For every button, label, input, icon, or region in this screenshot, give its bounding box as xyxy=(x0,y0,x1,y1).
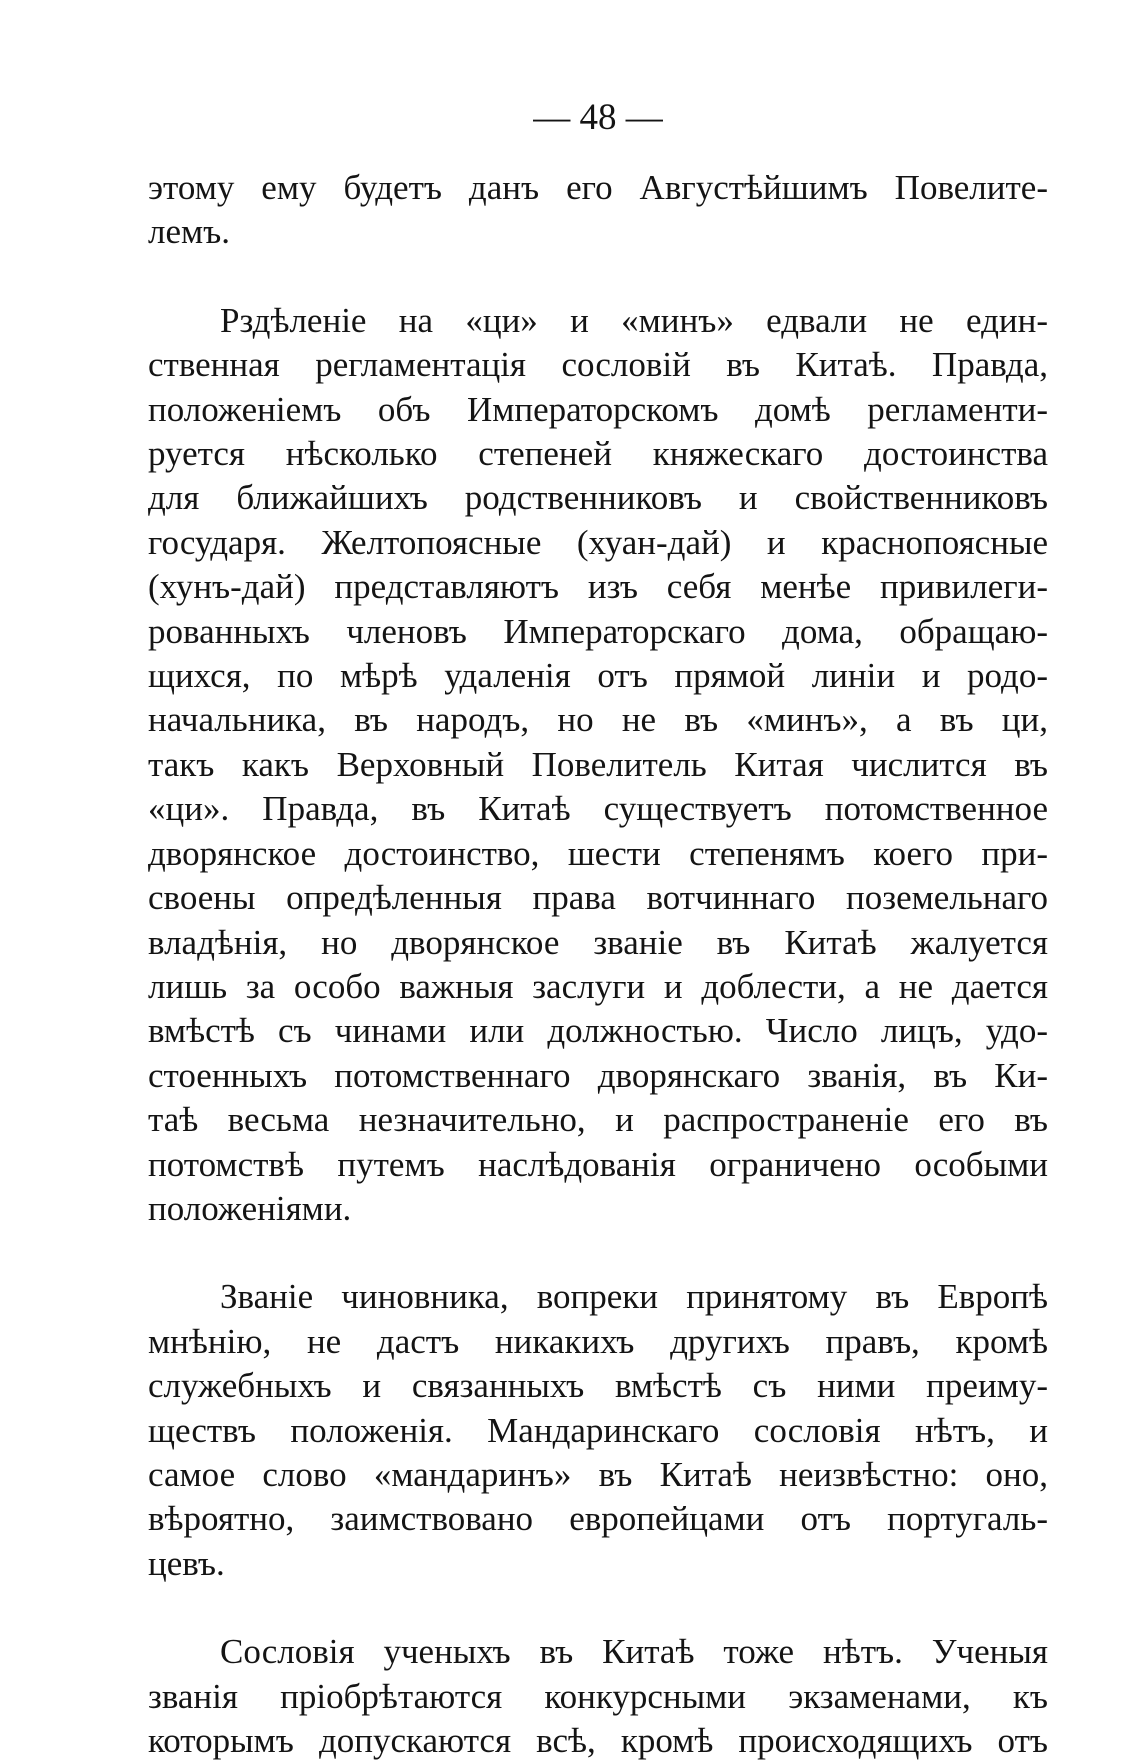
text-line: потомствѣ путемъ наслѣдованія ограничено особыми xyxy=(148,1144,1048,1184)
text-line: «ци». Правда, въ Китаѣ существуетъ потомственное xyxy=(148,789,1048,829)
text-line: руется нѣсколько степеней княжескаго достоинства xyxy=(148,434,1048,474)
text-line: вмѣстѣ съ чинами или должностью. Число лицъ, удо- xyxy=(148,1011,1048,1051)
paragraph-3 xyxy=(148,1275,1048,1586)
body-text xyxy=(148,166,1048,1763)
text-line: стоенныхъ потомственнаго дворянскаго званія, въ Ки- xyxy=(148,1055,1048,1095)
text-line: (хунъ-дай) представляютъ изъ себя менѣе привилеги- xyxy=(148,567,1048,607)
text-line: этому ему будетъ данъ его Августѣйшимъ Повелите- xyxy=(148,168,1048,207)
text-line: лемъ. xyxy=(148,212,230,252)
text-line: начальника, въ народъ, но не въ «минъ», а въ ци, xyxy=(148,700,1048,740)
text-line: мнѣнію, не дастъ никакихъ другихъ правъ, кромѣ xyxy=(148,1321,1048,1361)
paragraph-1 xyxy=(148,166,1048,255)
text-line: государя. Желтопоясные (хуан-дай) и краснопоясные xyxy=(148,522,1048,562)
text-line: самое слово «мандаринъ» въ Китаѣ неизвѣстно: оно, xyxy=(148,1454,1048,1494)
text-line: рованныхъ членовъ Императорскаго дома, обращаю- xyxy=(148,611,1048,651)
paragraph-4 xyxy=(148,1630,1048,1763)
text-line: служебныхъ и связанныхъ вмѣстѣ съ ними преиму- xyxy=(148,1366,1048,1406)
text-line: положеніемъ объ Императорскомъ домѣ регламенти- xyxy=(148,389,1048,429)
text-line: которымъ допускаются всѣ, кромѣ происходящихъ отъ xyxy=(148,1721,1048,1760)
text-line: таѣ весьма незначительно, и распространеніе его въ xyxy=(148,1100,1048,1140)
text-line: такъ какъ Верховный Повелитель Китая числится въ xyxy=(148,744,1048,784)
text-line: Званіе чиновника, вопреки принятому въ Европѣ xyxy=(220,1277,1048,1317)
text-line: цевъ. xyxy=(148,1543,225,1583)
text-line: щихся, по мѣрѣ удаленія отъ прямой линіи и родо- xyxy=(148,656,1048,696)
text-line: вѣроятно, заимствовано европейцами отъ португаль- xyxy=(148,1499,1048,1539)
page-number: — 48 — xyxy=(533,97,663,138)
text-line: положеніями. xyxy=(148,1188,352,1228)
text-line: дворянское достоинство, шести степенямъ коего при- xyxy=(148,833,1048,873)
text-line: званія пріобрѣтаются конкурсными экзаменами, къ xyxy=(148,1676,1048,1716)
text-line: для ближайшихъ родственниковъ и свойственниковъ xyxy=(148,478,1048,518)
text-line: Рздѣленіе на «ци» и «минъ» едвали не един- xyxy=(220,300,1048,340)
text-line: своены опредѣленныя права вотчиннаго поземельнаго xyxy=(148,878,1048,918)
book-page xyxy=(148,88,1048,1763)
text-line: владѣнія, но дворянское званіе въ Китаѣ жалуется xyxy=(148,922,1048,962)
text-line: лишь за особо важныя заслуги и доблести, а не дается xyxy=(148,966,1048,1006)
text-line: Сословія ученыхъ въ Китаѣ тоже нѣтъ. Ученыя xyxy=(220,1632,1048,1672)
text-line: ществъ положенія. Мандаринскаго сословія нѣтъ, и xyxy=(148,1410,1048,1450)
text-line: ственная регламентація сословій въ Китаѣ. Правда, xyxy=(148,345,1048,385)
paragraph-2 xyxy=(148,299,1048,1232)
